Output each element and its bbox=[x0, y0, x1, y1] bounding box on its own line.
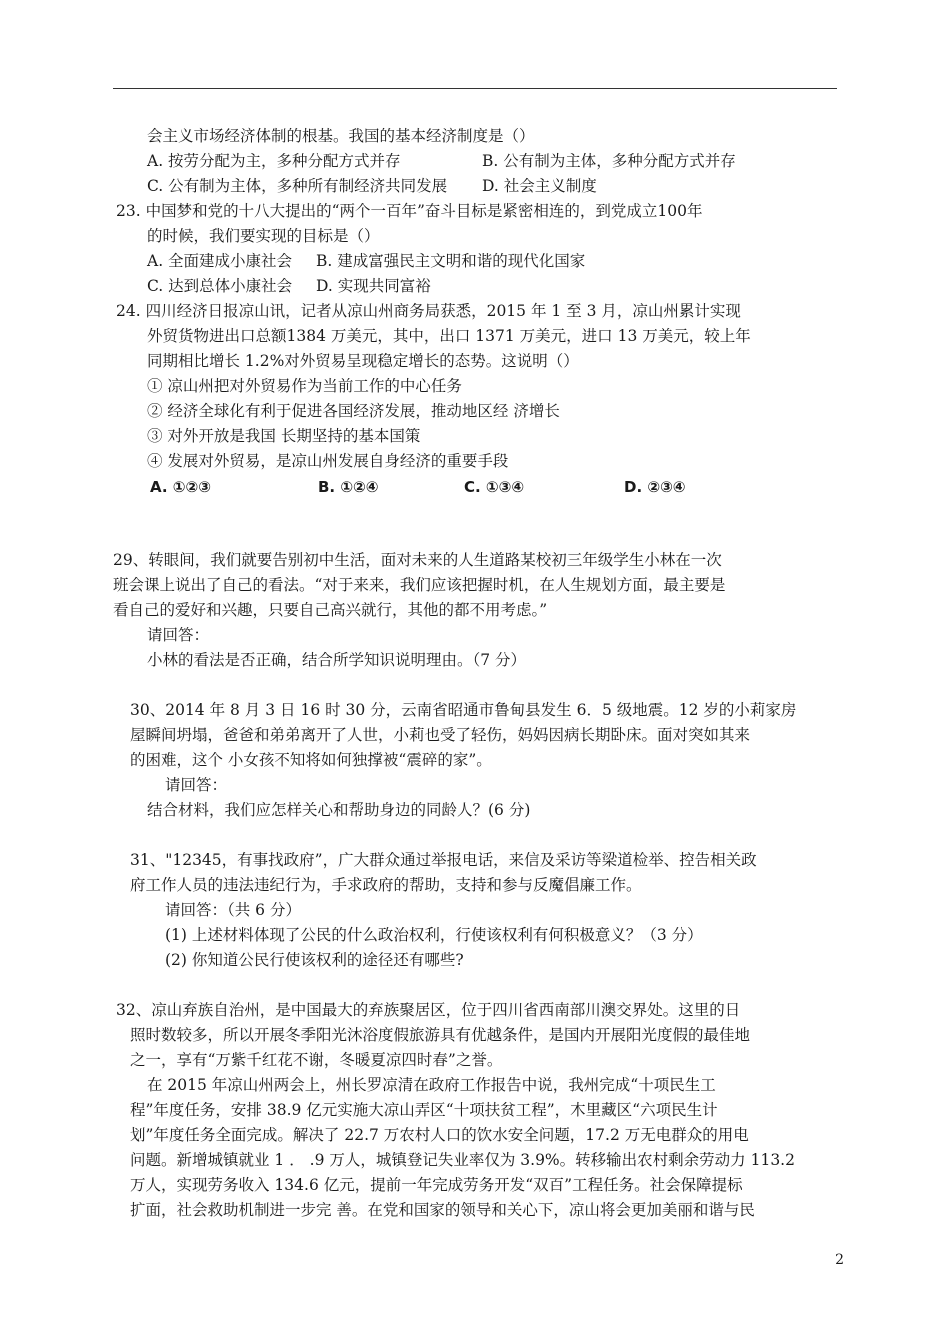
q31-stem-line1: 31、"12345，有事找政府”，广大群众通过举报电话，来信及采访等梁道检举、控告相关政 bbox=[130, 851, 757, 869]
q23-option-a: A. 全面建成小康社会 bbox=[147, 252, 293, 270]
q24-statement-2: ② 经济全球化有利于促进各国经济发展，推动地区经 济增长 bbox=[147, 402, 560, 420]
q30-stem-line3: 的困难，这个 小女孩不知将如何独撑被“震碎的家”。 bbox=[130, 751, 492, 769]
q32-stem-line7: 问题。新增城镇就业 1 ． .9 万人，城镇登记失业率仅为 3.9%。转移输出农村剩余劳动力 113.2 bbox=[130, 1151, 795, 1169]
q32-stem-line6: 划”年度任务全面完成。解决了 22.7 万农村人口的饮水安全问题，17.2 万无电群众的用电 bbox=[130, 1126, 749, 1144]
q24-statement-1: ① 凉山州把对外贸易作为当前工作的中心任务 bbox=[147, 377, 462, 395]
q22-option-c: C. 公有制为主体，多种所有制经济共同发展 bbox=[147, 177, 448, 195]
q32-stem-line9: 扩面，社会救助机制进一步完 善。在党和国家的领导和关心下，凉山将会更加美丽和谐与民 bbox=[130, 1201, 755, 1219]
q24-statement-3: ③ 对外开放是我国 长期坚持的基本国策 bbox=[147, 427, 421, 445]
q22-option-a: A. 按劳分配为主，多种分配方式并存 bbox=[147, 152, 401, 170]
q23-stem-line1: 23. 中国梦和党的十八大提出的“两个一百年”奋斗目标是紧密相连的，到党成立100年 bbox=[116, 202, 703, 220]
page-number: 2 bbox=[835, 1252, 844, 1268]
q23-stem-line2: 的时候，我们要实现的目标是（） bbox=[147, 227, 380, 245]
q29-question: 小林的看法是否正确，结合所学知识说明理由。（7 分） bbox=[147, 651, 527, 669]
q32-stem-line8: 万人，实现劳务收入 134.6 亿元，提前一年完成劳务开发“双百”工程任务。社会保障提标 bbox=[130, 1176, 743, 1194]
q22-stem: 会主义市场经济体制的根基。我国的基本经济制度是（） bbox=[147, 127, 535, 145]
q31-subquestion-1: (1) 上述材料体现了公民的什么政治权利，行使该权利有何积极意义？（3 分） bbox=[165, 926, 703, 944]
q24-stem-line3: 同期相比增长 1.2%对外贸易呈现稳定增长的态势。这说明（） bbox=[147, 352, 579, 370]
q29-stem-line1: 29、转眼间，我们就要告别初中生活，面对未来的人生道路某校初三年级学生小林在一次 bbox=[113, 551, 722, 569]
q32-stem-line3: 之一，享有“万紫千红花不谢，冬暖夏凉四时春”之誉。 bbox=[130, 1051, 503, 1069]
q30-question: 结合材料，我们应怎样关心和帮助身边的同龄人？(6 分) bbox=[147, 801, 531, 819]
q31-stem-line2: 府工作人员的违法违纪行为，手求政府的帮助，支持和参与反魔倡廉工作。 bbox=[130, 876, 642, 894]
q24-stem-line2: 外贸货物进出口总额1384 万美元，其中，出口 1371 万美元，进口 13 万美元，较上年 bbox=[147, 327, 751, 345]
q24-option-b: B. ①②④ bbox=[318, 478, 379, 496]
q32-stem-line4: 在 2015 年凉山州两会上，州长罗凉清在政府工作报告中说，我州完成“十项民生工 bbox=[147, 1076, 716, 1094]
q31-subquestion-2: (2) 你知道公民行使该权利的途径还有哪些? bbox=[165, 951, 464, 969]
q23-option-c: C. 达到总体小康社会 bbox=[147, 277, 293, 295]
q29-prompt: 请回答： bbox=[147, 626, 210, 644]
q31-prompt: 请回答：（共 6 分） bbox=[165, 901, 301, 919]
q24-option-a: A. ①②③ bbox=[150, 478, 211, 496]
q30-prompt: 请回答： bbox=[165, 776, 228, 794]
q24-option-c: C. ①③④ bbox=[464, 478, 525, 496]
header-rule bbox=[113, 88, 837, 89]
q24-option-d: D. ②③④ bbox=[624, 478, 686, 496]
q32-stem-line5: 程”年度任务，安排 38.9 亿元实施大凉山弄区“十项扶贫工程”，木里藏区“六项民生计 bbox=[130, 1101, 718, 1119]
q30-stem-line2: 屋瞬间坍塌，爸爸和弟弟离开了人世，小莉也受了轻伤，妈妈因病长期卧床。面对突如其来 bbox=[130, 726, 751, 744]
q32-stem-line2: 照时数较多，所以开展冬季阳光沐浴度假旅游具有优越条件，是国内开展阳光度假的最佳地 bbox=[130, 1026, 751, 1044]
q32-stem-line1: 32、凉山弃族自治州，是中国最大的弃族聚居区，位于四川省西南部川澳交界处。这里的日 bbox=[116, 1001, 741, 1019]
q22-option-b: B. 公有制为主体，多种分配方式并存 bbox=[482, 152, 736, 170]
q24-stem-line1: 24. 四川经济日报凉山讯，记者从凉山州商务局获悉，2015 年 1 至 3 月，凉山州累计实现 bbox=[116, 302, 741, 320]
q23-option-d: D. 实现共同富裕 bbox=[316, 277, 431, 295]
q29-stem-line2: 班会课上说出了自己的看法。“对于来来，我们应该把握时机，在人生规划方面，最主要是 bbox=[113, 576, 726, 594]
q24-statement-4: ④ 发展对外贸易，是凉山州发展自身经济的重要手段 bbox=[147, 452, 509, 470]
q22-option-d: D. 社会主义制度 bbox=[482, 177, 597, 195]
q23-option-b: B. 建成富强民主文明和谐的现代化国家 bbox=[316, 252, 586, 270]
q30-stem-line1: 30、2014 年 8 月 3 日 16 时 30 分，云南省昭通市鲁甸县发生 6．5 级地震。12 岁的小莉家房 bbox=[130, 701, 797, 719]
q29-stem-line3: 看自己的爱好和兴趣，只要自己高兴就行，其他的都不用考虑。” bbox=[113, 601, 548, 619]
